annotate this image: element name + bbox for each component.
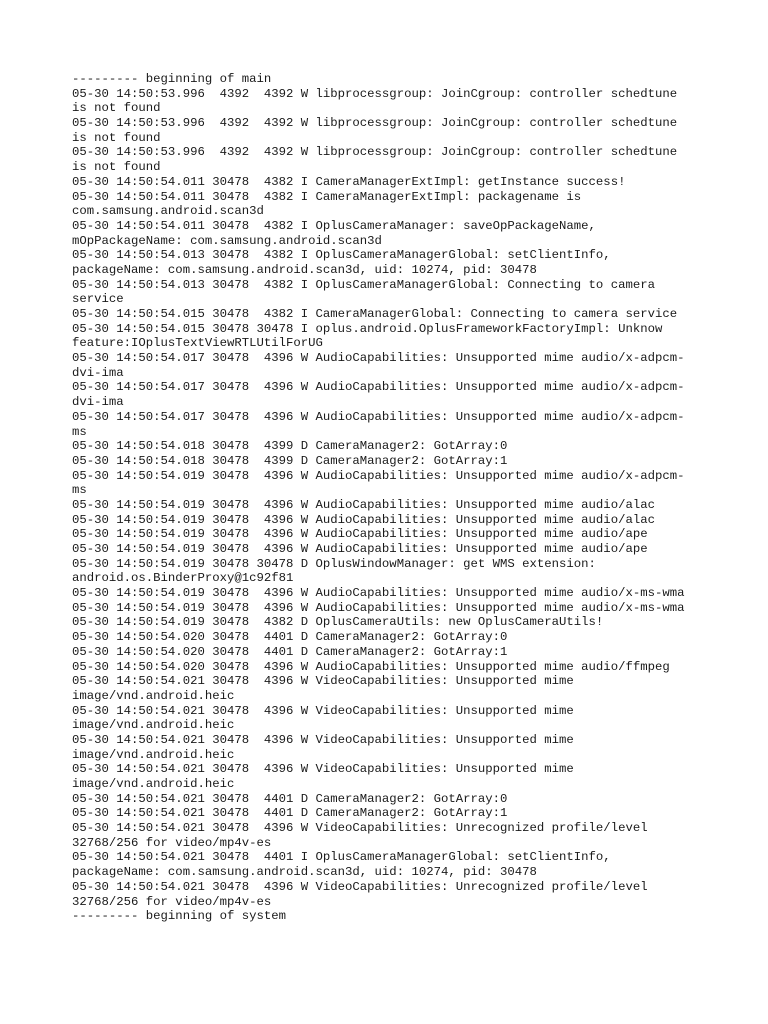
log-line: 05-30 14:50:54.021 30478 4396 W VideoCapabilities: Unrecognized profile/level [72,879,648,894]
log-line: is not found [72,101,161,116]
log-line: 05-30 14:50:54.020 30478 4401 D CameraManager2: GotArray:1 [72,644,508,659]
log-line: mOpPackageName: com.samsung.android.scan3d [72,233,382,248]
log-line: 05-30 14:50:54.019 30478 4382 D OplusCameraUtils: new OplusCameraUtils! [72,615,604,630]
log-line: 05-30 14:50:54.021 30478 4396 W VideoCapabilities: Unsupported mime [72,732,574,747]
log-line: packageName: com.samsung.android.scan3d, uid: 10274, pid: 30478 [72,262,537,277]
log-line: 32768/256 for video/mp4v-es [72,894,272,909]
log-line: 05-30 14:50:54.011 30478 4382 I OplusCameraManager: saveOpPackageName, [72,218,596,233]
log-line: --------- beginning of system [72,909,287,924]
log-line: 05-30 14:50:54.011 30478 4382 I CameraManagerExtImpl: packagename is [72,189,582,204]
log-line: 05-30 14:50:54.017 30478 4396 W AudioCapabilities: Unsupported mime audio/x-adpcm- [72,351,685,366]
log-line: 32768/256 for video/mp4v-es [72,835,272,850]
log-line: 05-30 14:50:54.018 30478 4399 D CameraManager2: GotArray:1 [72,453,508,468]
log-line: 05-30 14:50:54.019 30478 4396 W AudioCapabilities: Unsupported mime audio/alac [72,512,655,527]
log-line: 05-30 14:50:53.996 4392 4392 W libprocessgroup: JoinCgroup: controller schedtune [72,116,678,131]
log-line: is not found [72,130,161,145]
log-line: feature:IOplusTextViewRTLUtilForUG [72,336,323,351]
log-line: 05-30 14:50:53.996 4392 4392 W libprocessgroup: JoinCgroup: controller schedtune [72,145,678,160]
log-line: 05-30 14:50:54.021 30478 4401 D CameraManager2: GotArray:1 [72,806,508,821]
log-line: 05-30 14:50:54.017 30478 4396 W AudioCapabilities: Unsupported mime audio/x-adpcm- [72,380,685,395]
log-text-block [72,72,698,924]
log-line: 05-30 14:50:54.019 30478 4396 W AudioCapabilities: Unsupported mime audio/alac [72,497,655,512]
log-line: 05-30 14:50:54.011 30478 4382 I CameraManagerExtImpl: getInstance success! [72,174,626,189]
log-line: is not found [72,160,161,175]
log-line: 05-30 14:50:54.019 30478 30478 D OplusWindowManager: get WMS extension: [72,556,596,571]
log-line: android.os.BinderProxy@1c92f81 [72,571,294,586]
log-line: 05-30 14:50:54.018 30478 4399 D CameraManager2: GotArray:0 [72,439,508,454]
log-line: 05-30 14:50:54.015 30478 30478 I oplus.android.OplusFrameworkFactoryImpl: Unknow [72,321,663,336]
log-line: 05-30 14:50:54.021 30478 4396 W VideoCapabilities: Unsupported mime [72,674,574,689]
log-line: 05-30 14:50:54.019 30478 4396 W AudioCapabilities: Unsupported mime audio/ape [72,527,648,542]
log-line: 05-30 14:50:54.015 30478 4382 I CameraManagerGlobal: Connecting to camera service [72,307,678,321]
log-line: dvi-ima [72,395,124,410]
log-line: ms [72,424,87,439]
log-line: 05-30 14:50:54.013 30478 4382 I OplusCameraManagerGlobal: Connecting to camera [72,277,655,292]
log-line: 05-30 14:50:54.021 30478 4396 W VideoCapabilities: Unsupported mime [72,703,574,718]
log-line: 05-30 14:50:54.019 30478 4396 W AudioCapabilities: Unsupported mime audio/x-ms-wma [72,586,685,601]
log-line: service [72,292,124,307]
log-line: 05-30 14:50:54.019 30478 4396 W AudioCapabilities: Unsupported mime audio/ape [72,542,648,556]
log-line: packageName: com.samsung.android.scan3d, uid: 10274, pid: 30478 [72,865,537,880]
log-line: 05-30 14:50:54.019 30478 4396 W AudioCapabilities: Unsupported mime audio/x-adpcm- [72,468,685,483]
log-line: image/vnd.android.heic [72,688,235,703]
log-line: dvi-ima [72,365,124,380]
log-line: 05-30 14:50:54.021 30478 4401 I OplusCameraManagerGlobal: setClientInfo, [72,850,611,865]
log-line: image/vnd.android.heic [72,747,235,762]
log-line: 05-30 14:50:54.017 30478 4396 W AudioCapabilities: Unsupported mime audio/x-adpcm- [72,409,685,424]
log-line: ms [72,483,87,498]
log-line: 05-30 14:50:54.021 30478 4396 W VideoCapabilities: Unsupported mime [72,762,574,777]
log-line: 05-30 14:50:54.021 30478 4396 W VideoCapabilities: Unrecognized profile/level [72,821,648,836]
log-line: 05-30 14:50:54.020 30478 4396 W AudioCapabilities: Unsupported mime audio/ffmpeg [72,659,670,674]
log-line: 05-30 14:50:54.013 30478 4382 I OplusCameraManagerGlobal: setClientInfo, [72,248,611,263]
log-line: image/vnd.android.heic [72,718,235,733]
log-line: com.samsung.android.scan3d [72,204,264,219]
log-line: 05-30 14:50:54.021 30478 4401 D CameraManager2: GotArray:0 [72,791,508,806]
log-line: 05-30 14:50:54.020 30478 4401 D CameraManager2: GotArray:0 [72,630,508,645]
log-line: 05-30 14:50:54.019 30478 4396 W AudioCapabilities: Unsupported mime audio/x-ms-wma [72,600,685,615]
log-line: 05-30 14:50:53.996 4392 4392 W libprocessgroup: JoinCgroup: controller schedtune [72,86,678,101]
log-line: image/vnd.android.heic [72,777,235,791]
log-line: --------- beginning of main [72,72,272,86]
